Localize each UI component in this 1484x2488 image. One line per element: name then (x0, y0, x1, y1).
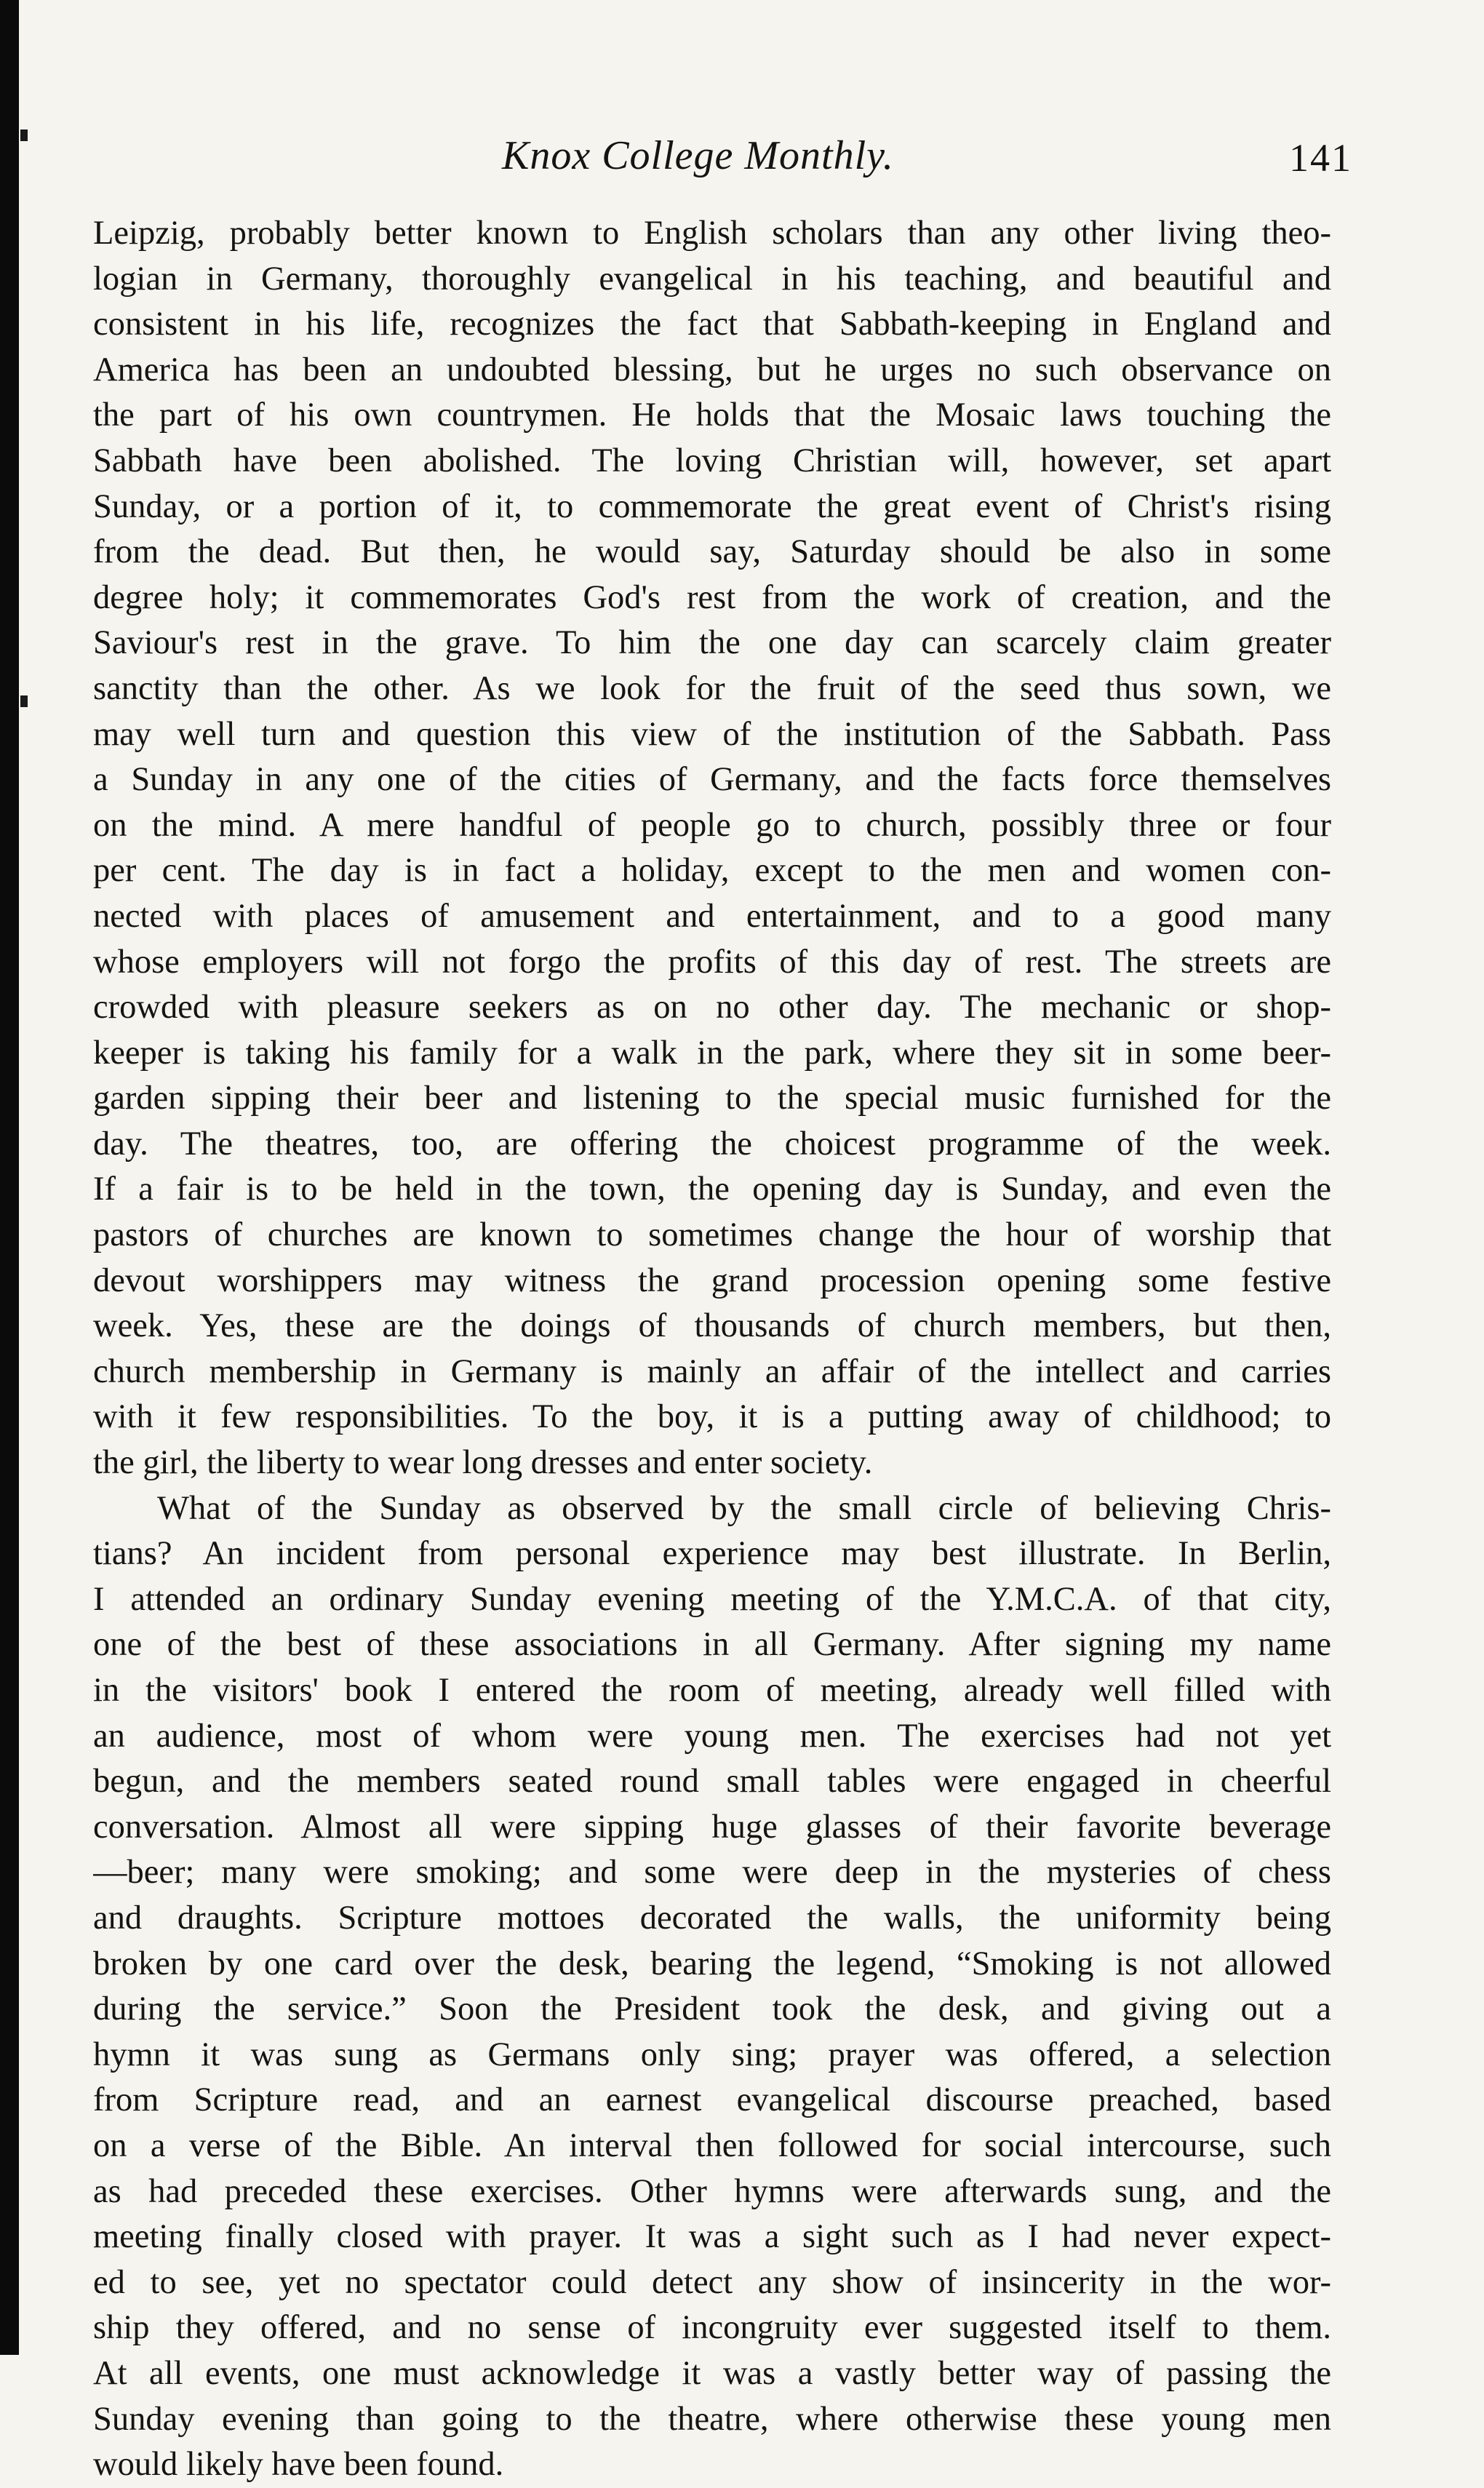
running-head (0, 132, 1484, 191)
text-line: one of the best of these associations in all Germany. After signing my name (93, 1626, 1331, 1664)
text-line: pastors of churches are known to sometimes change the hour of worship that (93, 1216, 1331, 1254)
text-line: sanctity than the other. As we look for the fruit of the seed thus sown, we (93, 669, 1331, 707)
paragraph (93, 1486, 1331, 2488)
text-line: from the dead. But then, he would say, Saturday should be also in some (93, 533, 1331, 571)
text-line: Sunday, or a portion of it, to commemorate the great event of Christ's rising (93, 487, 1331, 525)
text-line: and draughts. Scripture mottoes decorated the walls, the uniformity being (93, 1899, 1331, 1937)
text-line: degree holy; it commemorates God's rest from the work of creation, and the (93, 578, 1331, 616)
text-line: as had preceded these exercises. Other hymns were afterwards sung, and the (93, 2172, 1331, 2210)
running-title: Knox College Monthly. (502, 133, 894, 178)
page-number: 141 (1289, 136, 1352, 180)
text-line: conversation. Almost all were sipping huge glasses of their favorite beverage (93, 1808, 1331, 1846)
text-line: the girl, the liberty to wear long dresses and enter society. (93, 1444, 873, 1482)
text-line: week. Yes, these are the doings of thousands of church members, but then, (93, 1307, 1331, 1345)
text-line: would likely have been found. (93, 2446, 504, 2484)
text-line: ship they offered, and no sense of incongruity ever suggested itself to them. (93, 2309, 1331, 2347)
text-line: —beer; many were smoking; and some were deep in the mysteries of chess (93, 1854, 1331, 1891)
paragraph (93, 211, 1331, 1486)
text-line: an audience, most of whom were young men. The exercises had not yet (93, 1717, 1331, 1755)
text-line: ed to see, yet no spectator could detect any show of insincerity in the wor- (93, 2263, 1331, 2301)
binding-mark (20, 695, 28, 707)
text-line: nected with places of amusement and entertainment, and to a good many (93, 897, 1331, 935)
text-line: America has been an undoubted blessing, but he urges no such observance on (93, 351, 1331, 388)
text-line: keeper is taking his family for a walk in the park, where they sit in some beer- (93, 1034, 1331, 1072)
article-body (93, 211, 1331, 2488)
text-line: What of the Sunday as observed by the small circle of believing Chris- (157, 1489, 1331, 1527)
text-line: per cent. The day is in fact a holiday, except to the men and women con- (93, 852, 1331, 890)
text-line: Saviour's rest in the grave. To him the one day can scarcely claim greater (93, 624, 1331, 662)
text-line: broken by one card over the desk, bearing the legend, “Smoking is not allowed (93, 1945, 1331, 1982)
text-line: logian in Germany, thoroughly evangelical in his teaching, and beautiful and (93, 260, 1331, 298)
text-line: with it few responsibilities. To the boy, it is a putting away of childhood; to (93, 1398, 1331, 1436)
text-line: crowded with pleasure seekers as on no other day. The mechanic or shop- (93, 989, 1331, 1026)
text-line: begun, and the members seated round small tables were engaged in cheerful (93, 1763, 1331, 1801)
text-line: At all events, one must acknowledge it was a vastly better way of passing the (93, 2354, 1331, 2392)
text-line: church membership in Germany is mainly an affair of the intellect and carries (93, 1352, 1331, 1390)
text-line: Leipzig, probably better known to English scholars than any other living theo- (93, 215, 1331, 252)
text-line: may well turn and question this view of the institution of the Sabbath. Pass (93, 715, 1331, 753)
text-line: Sabbath have been abolished. The loving Christian will, however, set apart (93, 442, 1331, 479)
text-line: Sunday evening than going to the theatre, where otherwise these young men (93, 2400, 1331, 2438)
text-line: whose employers will not forgo the profits of this day of rest. The streets are (93, 943, 1331, 981)
text-line: on the mind. A mere handful of people go to church, possibly three or four (93, 806, 1331, 844)
text-line: consistent in his life, recognizes the fact that Sabbath-keeping in England and (93, 306, 1331, 343)
text-line: If a fair is to be held in the town, the opening day is Sunday, and even the (93, 1171, 1331, 1208)
text-line: on a verse of the Bible. An interval then followed for social intercourse, such (93, 2126, 1331, 2164)
text-line: I attended an ordinary Sunday evening meeting of the Y.M.C.A. of that city, (93, 1580, 1331, 1618)
text-line: hymn it was sung as Germans only sing; prayer was offered, a selection (93, 2036, 1331, 2073)
text-line: devout worshippers may witness the grand procession opening some festive (93, 1261, 1331, 1299)
text-line: tians? An incident from personal experience may best illustrate. In Berlin, (93, 1535, 1331, 1573)
text-line: a Sunday in any one of the cities of Germany, and the facts force themselves (93, 761, 1331, 799)
text-line: the part of his own countrymen. He holds that the Mosaic laws touching the (93, 396, 1331, 434)
binding-edge (0, 0, 19, 2355)
text-line: day. The theatres, too, are offering the choicest programme of the week. (93, 1125, 1331, 1163)
text-line: garden sipping their beer and listening to the special music furnished for the (93, 1080, 1331, 1117)
text-line: in the visitors' book I entered the room of meeting, already well filled with (93, 1672, 1331, 1709)
text-line: from Scripture read, and an earnest evangelical discourse preached, based (93, 2081, 1331, 2119)
text-line: meeting finally closed with prayer. It was a sight such as I had never expect- (93, 2218, 1331, 2256)
text-line: during the service.” Soon the President took the desk, and giving out a (93, 1990, 1331, 2028)
